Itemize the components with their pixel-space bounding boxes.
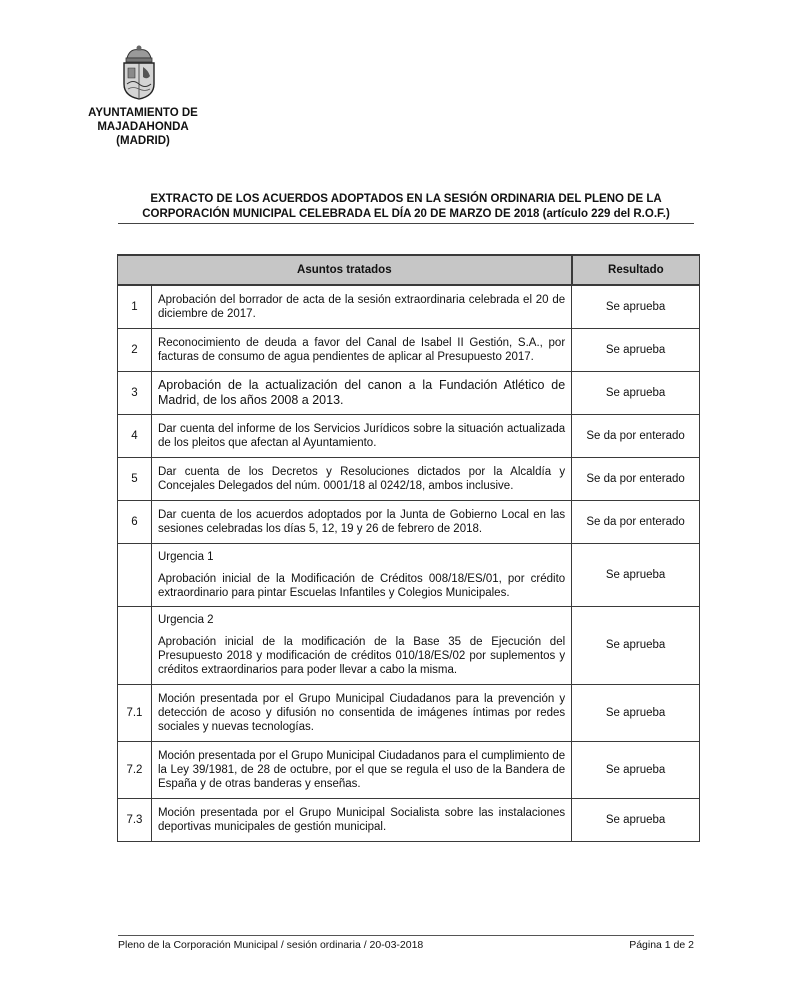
item-description: Aprobación del borrador de acta de la sesión extraordinaria celebrada el 20 de diciembre de 2017. [151, 285, 571, 328]
urgency-cell [151, 606, 571, 684]
item-description: Dar cuenta del informe de los Servicios Jurídicos sobre la situación actualizada de los pleitos que afectan al Ayuntamiento. [151, 414, 571, 457]
urgency-label: Urgencia 2 [157, 614, 214, 626]
urgency-cell [151, 543, 571, 606]
table-row [118, 457, 700, 500]
table-row-motion [118, 741, 700, 798]
title-line-2: CORPORACIÓN MUNICIPAL CELEBRADA EL DÍA 20 DE MARZO DE 2018 (artículo 229 del R.O.F.) [142, 208, 670, 220]
title-divider [118, 223, 694, 224]
item-number: 6 [118, 500, 152, 543]
table-header-row [118, 255, 700, 285]
title-line-1: EXTRACTO DE LOS ACUERDOS ADOPTADOS EN LA SESIÓN ORDINARIA DEL PLENO DE LA [150, 193, 662, 205]
item-number: 3 [118, 371, 152, 414]
org-line-1: AYUNTAMIENTO DE [88, 107, 198, 119]
item-description: Aprobación de la actualización del canon a la Fundación Atlético de Madrid, de los años 2008 a 2013. [151, 371, 571, 414]
col-result-header: Resultado [572, 255, 700, 285]
item-description: Moción presentada por el Grupo Municipal Socialista sobre las instalaciones deportivas municipales de gestión municipal. [151, 798, 571, 841]
item-description: Moción presentada por el Grupo Municipal Ciudadanos para el cumplimiento de la Ley 39/1981, de 28 de octubre, por el que se regula el uso de la Bandera de España y de otras banderas y enseñas. [151, 741, 571, 798]
col-topics-header: Asuntos tratados [118, 255, 572, 285]
item-result: Se da por enterado [572, 500, 700, 543]
document-title [118, 192, 694, 222]
item-description: Reconocimiento de deuda a favor del Canal de Isabel II Gestión, S.A., por facturas de consumo de agua pendientes de aplicar al Presupuesto 2017. [151, 328, 571, 371]
item-result: Se aprueba [572, 328, 700, 371]
table-row-motion [118, 798, 700, 841]
urgency-label: Urgencia 1 [157, 550, 214, 563]
org-line-3: (MADRID) [116, 135, 170, 147]
item-result: Se aprueba [572, 371, 700, 414]
item-number: 7.3 [118, 798, 152, 841]
table-row [118, 285, 700, 328]
item-result: Se da por enterado [572, 457, 700, 500]
org-line-2: MAJADAHONDA [97, 121, 189, 133]
item-number-empty [118, 606, 152, 684]
item-result: Se aprueba [572, 684, 700, 741]
coat-of-arms-icon [118, 44, 160, 100]
item-number: 7.1 [118, 684, 152, 741]
item-description: Dar cuenta de los acuerdos adoptados por la Junta de Gobierno Local en las sesiones celebradas los días 5, 12, 19 y 26 de febrero de 2018. [151, 500, 571, 543]
item-result: Se aprueba [572, 543, 700, 606]
item-description: Aprobación inicial de la modificación de la Base 35 de Ejecución del Presupuesto 2018 y modificación de créditos 010/18/ES/02 por suplementos y créditos extraordinarios para poder llevar a cabo la misma. [157, 636, 566, 676]
table-row [118, 500, 700, 543]
table-row-urgency [118, 606, 700, 684]
item-number-empty [118, 543, 152, 606]
item-description: Moción presentada por el Grupo Municipal Ciudadanos para la prevención y detección de acoso y difusión no consentida de imágenes íntimas por redes sociales y nuevas tecnologías. [151, 684, 571, 741]
item-number: 7.2 [118, 741, 152, 798]
item-result: Se aprueba [572, 606, 700, 684]
item-result: Se aprueba [572, 285, 700, 328]
table-row [118, 414, 700, 457]
agenda-table [117, 254, 700, 842]
footer-page-number: Página 1 de 2 [629, 939, 694, 951]
item-number: 4 [118, 414, 152, 457]
item-description: Aprobación inicial de la Modificación de Créditos 008/18/ES/01, por crédito extraordinario para pintar Escuelas Infantiles y Colegios Municipales. [157, 572, 566, 599]
table-row-motion [118, 684, 700, 741]
item-result: Se da por enterado [572, 414, 700, 457]
table-row [118, 328, 700, 371]
item-result: Se aprueba [572, 741, 700, 798]
table-row [118, 371, 700, 414]
item-number: 1 [118, 285, 152, 328]
footer-session: Pleno de la Corporación Municipal / sesión ordinaria / 20-03-2018 [118, 939, 424, 951]
item-number: 5 [118, 457, 152, 500]
item-result: Se aprueba [572, 798, 700, 841]
item-number: 2 [118, 328, 152, 371]
municipality-name [80, 106, 206, 148]
table-row-urgency [118, 543, 700, 606]
item-description: Dar cuenta de los Decretos y Resoluciones dictados por la Alcaldía y Concejales Delegados del núm. 0001/18 al 0242/18, ambos inclusive. [151, 457, 571, 500]
footer-divider [118, 935, 694, 936]
